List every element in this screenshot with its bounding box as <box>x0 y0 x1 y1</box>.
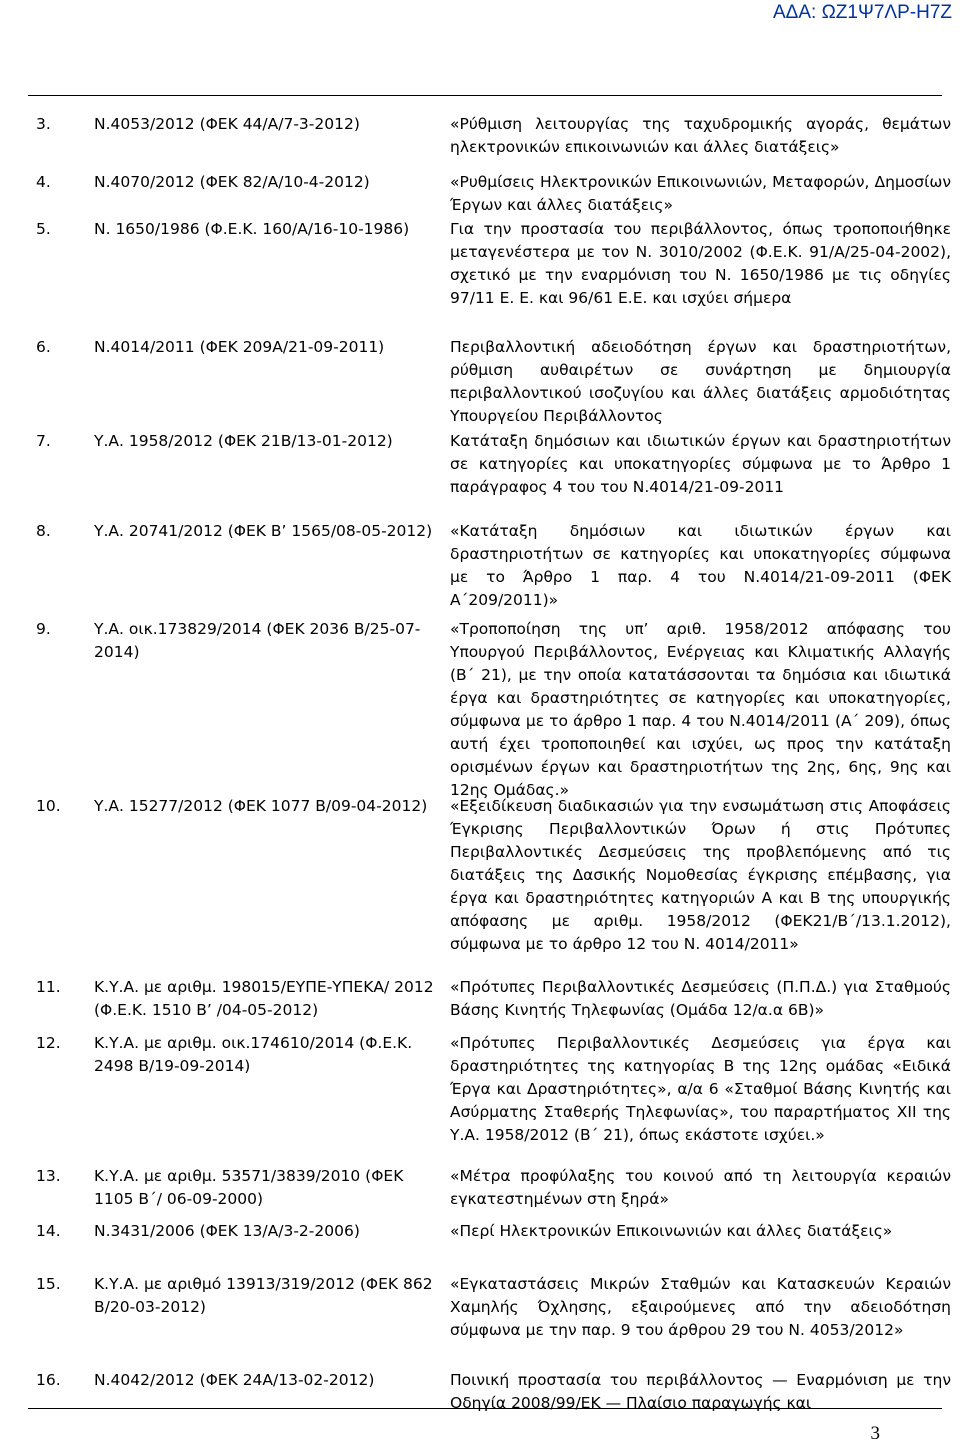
list-item <box>36 218 951 336</box>
item-reference: Υ.Α. 15277/2012 (ΦΕΚ 1077 Β/09-04-2012) <box>94 797 428 815</box>
list-item <box>36 976 951 1032</box>
item-description: «Κατάταξη δημόσιων και ιδιωτικών έργων και δραστηριοτήτων σε κατηγορίες και υποκατηγορίες σύμφωνα με το Άρθρο 1 παρ. 4 του Ν.4014/21-09-2011 (ΦΕΚ Α΄209/2011)» <box>450 522 951 609</box>
item-description: «Τροποποίηση της υπ’ αριθ. 1958/2012 απόφασης του Υπουργού Περιβάλλοντος, Ενέργειας και Κλιματικής Αλλαγής (Β΄ 21), με την οποία κατατάσσονται τα δημόσια και ιδιωτικά έργα και δραστηριότητες σε κατηγορίες και υποκατηγορίες, σύμφωνα με το άρθρο 1 παρ. 4 του Ν.4014/2011 (Α΄ 209), όπως αυτή έχει τροποποιηθεί και ισχύει, ως προς την κατάταξη ορισμένων έργων και δραστηριοτήτων της 2ης, 6ης, 9ης και 12ης Ομάδας.» <box>450 620 951 799</box>
item-number: 13. <box>36 1167 61 1185</box>
item-reference: Κ.Υ.Α. με αριθμ. 198015/ΕΥΠΕ-ΥΠΕΚΑ/ 2012 (Φ.Ε.Κ. 1510 Β’ /04-05-2012) <box>94 978 434 1019</box>
bottom-rule <box>28 1408 942 1409</box>
item-description: «Ρυθμίσεις Ηλεκτρονικών Επικοινωνιών, Μεταφορών, Δημοσίων Έργων και άλλες διατάξεις» <box>450 173 951 214</box>
item-reference: Κ.Υ.Α. με αριθμ. 53571/3839/2010 (ΦΕΚ 1105 Β΄/ 06-09-2000) <box>94 1167 404 1208</box>
item-description: «Πρότυπες Περιβαλλοντικές Δεσμεύσεις για έργα και δραστηριότητες της κατηγορίας Β της 12ης ομάδας «Ειδικά Έργα και Δραστηριότητες», α/α 6 «Σταθμοί Βάσης Κινητής και Ασύρματης Σταθερής Τηλεφωνίας», του παραρτήματος ΧΙΙ της Υ.Α. 1958/2012 (Β΄ 21), όπως εκάστοτε ισχύει.» <box>450 1034 951 1144</box>
page-number: 3 <box>870 1423 880 1444</box>
list-item <box>36 113 951 171</box>
item-description: Κατάταξη δημόσιων και ιδιωτικών έργων και δραστηριοτήτων σε κατηγορίες και υποκατηγορίες σύμφωνα με το Άρθρο 1 παράγραφος 4 του του Ν.4014/21-09-2011 <box>450 432 951 496</box>
top-rule <box>28 95 942 96</box>
item-reference: Κ.Υ.Α. με αριθμ. οικ.174610/2014 (Φ.Ε.Κ. 2498 Β/19-09-2014) <box>94 1034 413 1075</box>
item-reference: Κ.Υ.Α. με αριθμό 13913/319/2012 (ΦΕΚ 862 Β/20-03-2012) <box>94 1275 433 1316</box>
item-number: 14. <box>36 1222 61 1240</box>
item-description: «Μέτρα προφύλαξης του κοινού από τη λειτουργία κεραιών εγκατεστημένων στη ξηρά» <box>450 1167 951 1208</box>
list-item <box>36 795 951 976</box>
item-number: 9. <box>36 620 51 638</box>
list-item <box>36 1220 951 1273</box>
item-reference: Ν.3431/2006 (ΦΕΚ 13/Α/3-2-2006) <box>94 1222 360 1240</box>
item-reference: Ν.4070/2012 (ΦΕΚ 82/Α/10-4-2012) <box>94 173 370 191</box>
item-reference: Ν.4014/2011 (ΦΕΚ 209Α/21-09-2011) <box>94 338 385 356</box>
item-number: 11. <box>36 978 61 996</box>
item-reference: Υ.Α. 1958/2012 (ΦΕΚ 21Β/13-01-2012) <box>94 432 393 450</box>
item-number: 7. <box>36 432 51 450</box>
item-description: Περιβαλλοντική αδειοδότηση έργων και δραστηριοτήτων, ρύθμιση αυθαιρέτων σε συνάρτηση με δημιουργία περιβαλλοντικού ισοζυγίου και άλλες διατάξεις αρμοδιότητας Υπουργείου Περιβάλλοντος <box>450 338 951 425</box>
item-description: «Πρότυπες Περιβαλλοντικές Δεσμεύσεις (Π.Π.Δ.) για Σταθμούς Βάσης Κινητής Τηλεφωνίας (Ομάδα 12/α.α 6Β)» <box>450 978 951 1019</box>
item-reference: Ν.4053/2012 (ΦΕΚ 44/Α/7-3-2012) <box>94 115 360 133</box>
item-number: 12. <box>36 1034 61 1052</box>
item-number: 5. <box>36 220 51 238</box>
item-description: Για την προστασία του περιβάλλοντος, όπως τροποποιήθηκε μεταγενέστερα με τον Ν. 3010/2002 (Φ.Ε.Κ. 91/Α/25-04-2002), σχετικό με την εναρμόνιση του Ν. 1650/1986 με τις οδηγίες 97/11 Ε. Ε. και 96/61 Ε.Ε. και ισχύει σήμερα <box>450 220 951 307</box>
list-item <box>36 430 951 520</box>
list-item <box>36 1032 951 1165</box>
item-number: 6. <box>36 338 51 356</box>
list-item <box>36 1273 951 1369</box>
ada-code: ΑΔΑ: ΩΖ1Ψ7ΛΡ-Η7Ζ <box>773 2 952 23</box>
item-number: 8. <box>36 522 51 540</box>
list-item <box>36 1369 951 1417</box>
item-reference: Ν.4042/2012 (ΦΕΚ 24Α/13-02-2012) <box>94 1371 375 1389</box>
item-description: «Ρύθμιση λειτουργίας της ταχυδρομικής αγοράς, θεμάτων ηλεκτρονικών επικοινωνιών και άλλες διατάξεις» <box>450 115 951 156</box>
item-reference: Υ.Α. οικ.173829/2014 (ΦΕΚ 2036 Β/25-07-2014) <box>94 620 421 661</box>
item-number: 16. <box>36 1371 61 1389</box>
list-item <box>36 171 951 218</box>
item-description: «Εγκαταστάσεις Μικρών Σταθμών και Κατασκευών Κεραιών Χαμηλής Όχλησης, εξαιρούμενες από την αδειοδότηση σύμφωνα με την παρ. 9 του άρθρου 29 του Ν. 4053/2012» <box>450 1275 951 1339</box>
item-number: 4. <box>36 173 51 191</box>
item-number: 10. <box>36 797 61 815</box>
item-number: 15. <box>36 1275 61 1293</box>
legislation-list <box>36 113 951 1417</box>
item-number: 3. <box>36 115 51 133</box>
list-item <box>36 336 951 430</box>
item-description: «Περί Ηλεκτρονικών Επικοινωνιών και άλλες διατάξεις» <box>450 1222 893 1240</box>
list-item <box>36 1165 951 1220</box>
item-description: Ποινική προστασία του περιβάλλοντος — Εναρμόνιση με την Οδηγία 2008/99/ΕΚ — Πλαίσιο παραγωγής και <box>450 1371 951 1412</box>
list-item <box>36 520 951 618</box>
item-reference: Ν. 1650/1986 (Φ.Ε.Κ. 160/Α/16-10-1986) <box>94 220 410 238</box>
list-item <box>36 618 951 799</box>
item-reference: Υ.Α. 20741/2012 (ΦΕΚ Β’ 1565/08-05-2012) <box>94 522 433 540</box>
item-description: «Εξειδίκευση διαδικασιών για την ενσωμάτωση στις Αποφάσεις Έγκρισης Περιβαλλοντικών Όρων ή στις Πρότυπες Περιβαλλοντικές Δεσμεύσεις της προβλεπόμενης από τις διατάξεις της Δασικής Νομοθεσίας έγκρισης επέμβασης, για έργα και δραστηριότητες κατηγοριών Α και Β της υπουργικής απόφασης με αριθμ. 1958/2012 (ΦΕΚ21/Β΄/13.1.2012), σύμφωνα με το άρθρο 12 του Ν. 4014/2011» <box>450 797 951 953</box>
